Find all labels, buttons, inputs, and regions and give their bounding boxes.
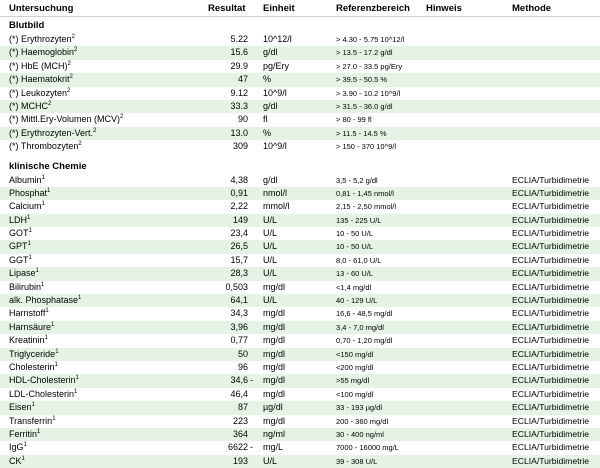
reference-range: > 150 - 370 10^9/l <box>336 142 397 152</box>
unit-value: mg/dl <box>263 335 286 346</box>
test-name: Kreatinin$^1$ <box>9 335 48 346</box>
test-name: GOT$^1$ <box>9 228 32 239</box>
result-value: 96 <box>237 361 248 372</box>
footnote-marker: 1 <box>28 228 32 235</box>
footnote-marker: 1 <box>74 388 78 395</box>
table-row <box>0 294 600 307</box>
reference-range: 135 - 225 U/L <box>336 215 382 225</box>
result-value: 13.0 <box>230 127 248 138</box>
table-row <box>0 227 600 240</box>
test-name: GPT$^1$ <box>9 241 31 252</box>
table-row <box>0 33 600 46</box>
reference-range: > 39.5 - 50.5 % <box>336 75 388 85</box>
reference-range: 0,70 - 1,20 mg/dl <box>336 336 393 346</box>
table-row <box>0 428 600 441</box>
result-flag: - <box>250 442 253 453</box>
table-row <box>0 200 600 213</box>
reference-range: > 27.0 - 33.5 pg/Ery <box>336 61 403 71</box>
table-row <box>0 214 600 227</box>
reference-range: 3,4 - 7,0 mg/dl <box>336 322 384 332</box>
test-name: Bilirubin$^1$ <box>9 281 45 292</box>
unit-value: nmol/l <box>263 187 288 198</box>
result-value: 0,503 <box>225 281 248 292</box>
result-value: 90 <box>237 114 248 125</box>
method-value: ECLIA/Turbidimetrie <box>512 187 590 198</box>
unit-value: mg/L <box>263 442 284 453</box>
table-row <box>0 73 600 86</box>
method-value: ECLIA/Turbidimetrie <box>512 402 590 413</box>
method-value: ECLIA/Turbidimetrie <box>512 308 590 319</box>
result-value: 5.22 <box>230 34 248 44</box>
header-reference: Referenzbereich <box>336 2 410 14</box>
header-hint: Hinweis <box>426 2 462 14</box>
test-name: LDH$^1$ <box>9 214 31 225</box>
result-value: 28,3 <box>230 268 248 279</box>
header-method: Methode <box>512 2 552 14</box>
test-name: GGT$^1$ <box>9 254 32 265</box>
method-value: ECLIA/Turbidimetrie <box>512 268 590 279</box>
footnote-marker: 1 <box>41 174 45 181</box>
table-row <box>0 87 600 100</box>
footnote-marker: 2 <box>71 34 75 40</box>
test-name: (*) Haematokrit$^2$ <box>9 74 73 85</box>
footnote-marker: 1 <box>28 254 32 261</box>
test-name: (*) Leukozyten$^2$ <box>9 87 71 98</box>
reference-range: > 11.5 - 14.5 % <box>336 128 387 138</box>
table-row <box>0 60 600 73</box>
reference-range: > 4.30 - 5.75 10^12/l <box>336 35 405 44</box>
test-name: IgG$^1$ <box>9 442 27 453</box>
method-value: ECLIA/Turbidimetrie <box>512 241 590 252</box>
unit-value: U/L <box>263 455 278 466</box>
test-name: (*) Erythrozyten-Vert.$^2$ <box>9 127 97 138</box>
table-row <box>0 401 600 414</box>
unit-value: mg/dl <box>263 281 286 292</box>
footnote-marker: 1 <box>27 241 31 248</box>
reference-range: > 31.5 - 36.0 g/dl <box>336 101 393 111</box>
test-name: Eisen$^1$ <box>9 402 35 413</box>
result-value: 34,6 <box>230 375 248 386</box>
method-value: ECLIA/Turbidimetrie <box>512 174 590 185</box>
result-value: 15,7 <box>230 254 248 265</box>
result-value: 50 <box>237 348 248 359</box>
unit-value: % <box>263 127 272 138</box>
method-value: ECLIA/Turbidimetrie <box>512 281 590 292</box>
footnote-marker: 1 <box>21 455 25 462</box>
reference-range: 40 - 129 U/L <box>336 296 378 306</box>
test-name: (*) Erythrozyten$^2$ <box>9 34 75 44</box>
footnote-marker: 2 <box>67 87 71 94</box>
table-row <box>0 388 600 401</box>
reference-range: 10 - 50 U/L <box>336 229 374 239</box>
unit-value: 10^9/l <box>263 87 287 98</box>
result-value: 64,1 <box>230 295 248 306</box>
footnote-marker: 1 <box>35 268 39 275</box>
reference-range: 39 - 308 U/L <box>336 456 378 466</box>
table-row <box>0 187 600 200</box>
reference-range: <200 mg/dl <box>336 362 374 372</box>
result-value: 193 <box>232 455 248 466</box>
table-row <box>0 348 600 361</box>
test-name: Harnstoff$^1$ <box>9 308 49 319</box>
result-value: 33.3 <box>230 100 248 111</box>
reference-range: > 80 - 99 fl <box>336 115 372 125</box>
reference-range: > 3.90 - 10.2 10^9/l <box>336 88 401 98</box>
test-name: LDL-Cholesterin$^1$ <box>9 388 78 399</box>
reference-range: >55 mg/dl <box>336 376 370 386</box>
footnote-marker: 1 <box>55 348 59 355</box>
table-row <box>0 374 600 387</box>
reference-range: 8,0 - 61,0 U/L <box>336 255 382 265</box>
test-name: Harnsäure$^1$ <box>9 321 55 332</box>
footnote-marker: 1 <box>78 295 82 302</box>
reference-range: 33 - 193 µg/dl <box>336 403 383 413</box>
result-value: 149 <box>232 214 248 225</box>
test-name: Transferrin$^1$ <box>9 415 56 426</box>
table-row <box>0 321 600 334</box>
footnote-marker: 1 <box>54 361 58 368</box>
test-name: Lipase$^1$ <box>9 268 39 279</box>
unit-value: fl <box>263 114 268 125</box>
footnote-marker: 2 <box>48 100 52 107</box>
result-value: 2,22 <box>230 201 248 212</box>
table-row <box>0 127 600 140</box>
method-value: ECLIA/Turbidimetrie <box>512 295 590 306</box>
table-row <box>0 281 600 294</box>
result-value: 26,5 <box>230 241 248 252</box>
method-value: ECLIA/Turbidimetrie <box>512 455 590 466</box>
unit-value: mg/dl <box>263 308 286 319</box>
reference-range: 3,5 - 5,2 g/dl <box>336 175 378 185</box>
result-value: 0,91 <box>230 187 248 198</box>
result-value: 3,96 <box>230 321 248 332</box>
method-value: ECLIA/Turbidimetrie <box>512 321 590 332</box>
unit-value: g/dl <box>263 100 278 111</box>
unit-value: U/L <box>263 241 278 252</box>
result-value: 87 <box>237 402 248 413</box>
table-row <box>0 46 600 59</box>
footnote-marker: 1 <box>52 415 56 422</box>
table-row <box>0 240 600 253</box>
unit-value: mg/dl <box>263 375 286 386</box>
result-flag: - <box>250 375 253 386</box>
table-row <box>0 441 600 454</box>
unit-value: mg/dl <box>263 388 286 399</box>
unit-value: mmol/l <box>263 201 290 212</box>
test-name: Phosphat$^1$ <box>9 187 51 198</box>
table-row <box>0 267 600 280</box>
footnote-marker: 1 <box>47 187 51 194</box>
result-value: 309 <box>232 141 248 152</box>
footnote-marker: 2 <box>120 114 124 121</box>
result-value: 364 <box>232 428 248 439</box>
method-value: ECLIA/Turbidimetrie <box>512 201 590 212</box>
unit-value: mg/dl <box>263 321 286 332</box>
footnote-marker: 1 <box>45 308 49 315</box>
result-value: 23,4 <box>230 228 248 239</box>
result-value: 6622 <box>227 442 248 453</box>
footnote-marker: 1 <box>23 442 27 449</box>
reference-range: > 13.5 - 17.2 g/dl <box>336 48 393 58</box>
section-title: klinische Chemie <box>9 160 87 172</box>
result-value: 15.6 <box>230 47 248 58</box>
unit-value: U/L <box>263 295 278 306</box>
table-row <box>0 415 600 428</box>
unit-value: 10^9/l <box>263 141 287 152</box>
result-value: 46,4 <box>230 388 248 399</box>
test-name: Cholesterin$^1$ <box>9 361 58 372</box>
result-value: 29.9 <box>230 60 248 71</box>
method-value: ECLIA/Turbidimetrie <box>512 375 590 386</box>
section-title: Blutbild <box>9 20 45 31</box>
method-value: ECLIA/Turbidimetrie <box>512 442 590 453</box>
unit-value: U/L <box>263 268 278 279</box>
unit-value: U/L <box>263 228 278 239</box>
method-value: ECLIA/Turbidimetrie <box>512 254 590 265</box>
table-row <box>0 334 600 347</box>
reference-range: 0,81 - 1,45 nmol/l <box>336 188 394 198</box>
footnote-marker: 1 <box>51 321 55 328</box>
table-row <box>0 455 600 468</box>
method-value: ECLIA/Turbidimetrie <box>512 361 590 372</box>
reference-range: 7000 - 16000 mg/L <box>336 443 399 453</box>
unit-value: U/L <box>263 214 278 225</box>
table-row <box>0 113 600 126</box>
reference-range: <1,4 mg/dl <box>336 282 372 292</box>
footnote-marker: 2 <box>69 74 73 81</box>
footnote-marker: 1 <box>27 214 31 221</box>
header-unit: Einheit <box>263 2 295 14</box>
reference-range: 2,15 - 2,50 mmol/l <box>336 202 397 212</box>
footnote-marker: 2 <box>74 47 78 54</box>
table-row <box>0 100 600 113</box>
result-value: 223 <box>232 415 248 426</box>
test-name: (*) HbE (MCH)$^2$ <box>9 60 71 71</box>
footnote-marker: 2 <box>78 141 82 148</box>
method-value: ECLIA/Turbidimetrie <box>512 415 590 426</box>
test-name: (*) Thrombozyten$^2$ <box>9 141 82 152</box>
unit-value: mg/dl <box>263 361 286 372</box>
table-row <box>0 254 600 267</box>
reference-range: 200 - 360 mg/dl <box>336 416 389 426</box>
test-name: alk. Phosphatase$^1$ <box>9 295 82 306</box>
method-value: ECLIA/Turbidimetrie <box>512 348 590 359</box>
table-row <box>0 307 600 320</box>
unit-value: 10^12/l <box>263 34 292 44</box>
result-value: 0,77 <box>230 335 248 346</box>
footnote-marker: 2 <box>67 60 71 67</box>
test-name: Triglyceride$^1$ <box>9 348 59 359</box>
reference-range: 13 - 60 U/L <box>336 269 374 279</box>
method-value: ECLIA/Turbidimetrie <box>512 228 590 239</box>
test-name: (*) Haemoglobin$^2$ <box>9 47 78 58</box>
test-name: Calcium$^1$ <box>9 201 45 212</box>
test-name: Ferritin$^1$ <box>9 428 41 439</box>
header-test: Untersuchung <box>9 2 74 14</box>
reference-range: <100 mg/dl <box>336 389 374 399</box>
header-result: Resultat <box>208 2 246 14</box>
unit-value: g/dl <box>263 174 278 185</box>
unit-value: ng/ml <box>263 428 286 439</box>
unit-value: g/dl <box>263 47 278 58</box>
footnote-marker: 1 <box>37 428 41 435</box>
footnote-marker: 1 <box>41 201 45 208</box>
table-row <box>0 140 600 153</box>
test-name: (*) MCHC$^2$ <box>9 100 52 111</box>
reference-range: <150 mg/dl <box>336 349 374 359</box>
unit-value: mg/dl <box>263 348 286 359</box>
unit-value: mg/dl <box>263 415 286 426</box>
unit-value: µg/dl <box>263 402 283 413</box>
table-row <box>0 174 600 187</box>
result-value: 9.12 <box>230 87 248 98</box>
footnote-marker: 2 <box>93 127 97 134</box>
method-value: ECLIA/Turbidimetrie <box>512 335 590 346</box>
test-name: $CK^1$ <box>9 455 25 466</box>
table-header <box>0 0 600 17</box>
reference-range: 30 - 400 ng/ml <box>336 429 384 439</box>
test-name: HDL-Cholesterin$^1$ <box>9 375 79 386</box>
reference-range: 16,6 - 48,5 mg/dl <box>336 309 393 319</box>
result-value: 34,3 <box>230 308 248 319</box>
footnote-marker: 1 <box>41 281 45 288</box>
footnote-marker: 1 <box>31 402 35 409</box>
report-body <box>0 17 600 468</box>
method-value: ECLIA/Turbidimetrie <box>512 214 590 225</box>
reference-range: 10 - 50 U/L <box>336 242 374 252</box>
unit-value: U/L <box>263 254 278 265</box>
result-value: 4,38 <box>230 174 248 185</box>
method-value: ECLIA/Turbidimetrie <box>512 388 590 399</box>
unit-value: pg/Ery <box>263 60 290 71</box>
footnote-marker: 1 <box>75 375 79 382</box>
method-value: ECLIA/Turbidimetrie <box>512 428 590 439</box>
test-name: Albumin$^1$ <box>9 174 45 185</box>
test-name: (*) Mittl.Ery-Volumen (MCV)$^2$ <box>9 114 124 125</box>
table-row <box>0 361 600 374</box>
result-value: 47 <box>237 74 248 85</box>
footnote-marker: 1 <box>44 335 48 342</box>
unit-value: % <box>263 74 272 85</box>
